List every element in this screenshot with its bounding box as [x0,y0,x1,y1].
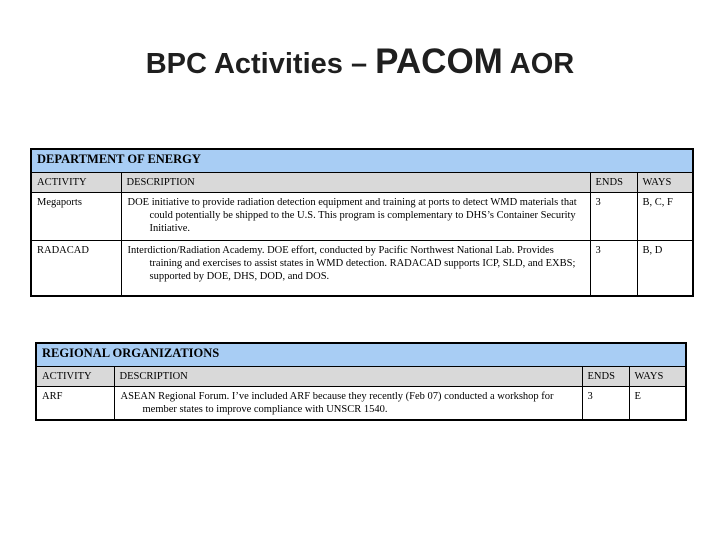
section-title: REGIONAL ORGANIZATIONS [36,343,686,367]
activity-cell: Megaports [31,193,121,241]
column-header-ends: ENDS [590,173,637,193]
description-cell: ASEAN Regional Forum. I’ve included ARF because they recently (Feb 07) conducted a workshop for member states to improve compliance with UNSCR 1540. [114,387,582,421]
ends-cell: 3 [582,387,629,421]
description-cell: Interdiction/Radiation Academy. DOE effort, conducted by Pacific Northwest National Lab. Provides training and exercises to assist states in WMD detection. RADACAD supports ICP, SLD, and EXBS; supported by DOE, DHS, DOD, and DOS. [121,241,590,296]
title-part2: PACOM [375,42,503,81]
title-part3: AOR [502,48,575,80]
table-row [31,241,693,296]
activity-cell: ARF [36,387,114,421]
table-row [36,387,686,421]
column-header-ways: WAYS [629,367,686,387]
ways-cell: E [629,387,686,421]
column-header-ends: ENDS [582,367,629,387]
doe-table [30,148,694,297]
table-header-row [31,173,693,193]
title-part1: BPC Activities – [145,48,376,80]
column-header-activity: ACTIVITY [36,367,114,387]
ends-cell: 3 [590,241,637,296]
table-row [31,193,693,241]
page-title [0,42,720,82]
description-cell: DOE initiative to provide radiation detection equipment and training at ports to detect WMD materials that could potentially be shipped to the U.S. This program is complementary to DHS’s Container Security Initiative. [121,193,590,241]
column-header-activity: ACTIVITY [31,173,121,193]
section-title: DEPARTMENT OF ENERGY [31,149,693,173]
column-header-description: DESCRIPTION [114,367,582,387]
column-header-ways: WAYS [637,173,693,193]
ends-cell: 3 [590,193,637,241]
activity-cell: RADACAD [31,241,121,296]
ways-cell: B, D [637,241,693,296]
regional-organizations-table [35,342,687,421]
table-header-row [36,367,686,387]
column-header-description: DESCRIPTION [121,173,590,193]
ways-cell: B, C, F [637,193,693,241]
